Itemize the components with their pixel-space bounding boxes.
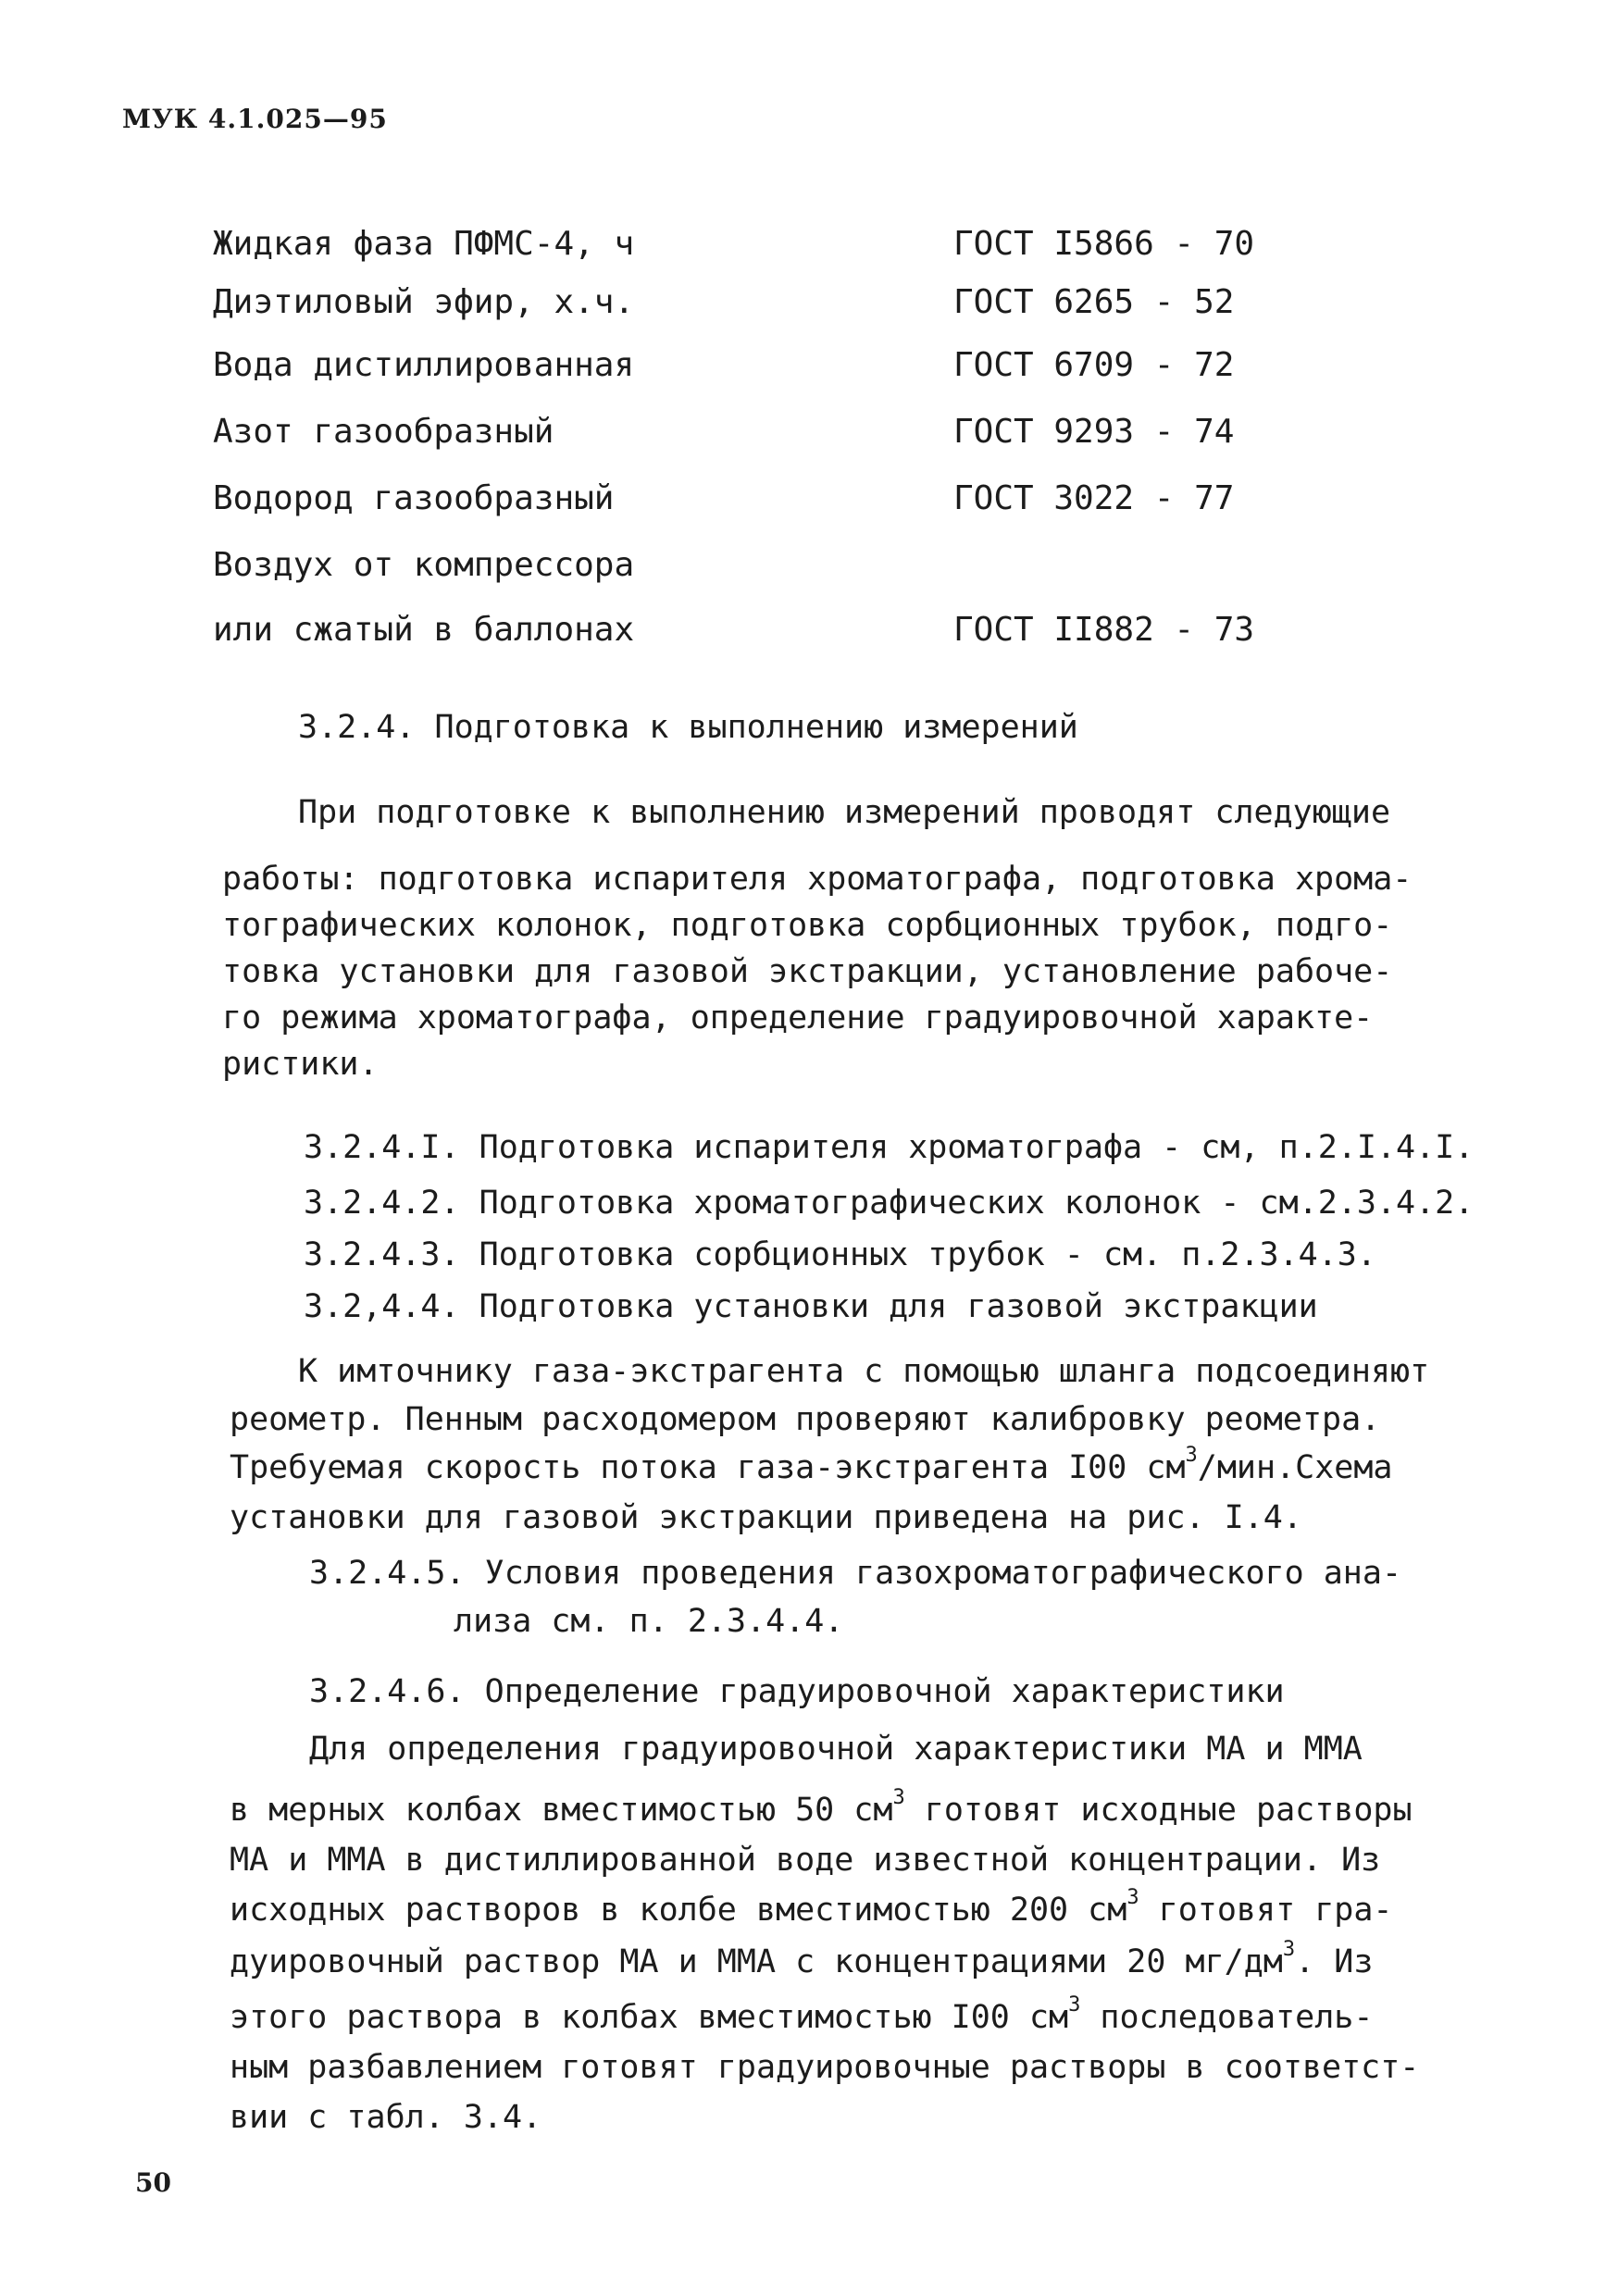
paragraph-line: При подготовке к выполнению измерений проводят следующие (298, 794, 1391, 831)
text-fragment: последователь- (1080, 1999, 1374, 2036)
text-fragment: готовят исходные растворы (904, 1792, 1413, 1829)
paragraph-line (230, 1938, 1374, 1980)
text-fragment: этого раствора в колбах вместимостью I00 см (230, 1999, 1069, 2036)
paragraph-line (230, 1993, 1374, 2036)
page-number: 50 (135, 2167, 171, 2198)
paragraph-line: реометр. Пенным расходомером проверяют калибровку реометра. (230, 1401, 1381, 1438)
paragraph-line: К имточнику газа-экстрагента с помощью шланга подсоединяют (298, 1353, 1430, 1390)
material-gost: ГОСТ 3022 - 77 (953, 479, 1235, 517)
material-name: или сжатый в баллонах (213, 611, 635, 649)
subsection-line: 3.2.4.5. Условия проведения газохроматографического ана- (309, 1555, 1402, 1592)
superscript: 3 (1126, 1886, 1139, 1909)
document-code-header: МУК 4.1.025—95 (122, 104, 388, 134)
paragraph-line: тографических колонок, подготовка сорбционных трубок, подго- (222, 907, 1393, 944)
subsection-line: 3.2.4.I. Подготовка испарителя хроматографа - см, п.2.I.4.I. (304, 1129, 1475, 1166)
material-name: Азот газообразный (213, 413, 554, 451)
paragraph-line: установки для газовой экстракции приведена на рис. I.4. (230, 1499, 1302, 1536)
subsection-heading: 3.2.4.6. Определение градуировочной характеристики (309, 1673, 1285, 1710)
subsection-line: лиза см. п. 2.3.4.4. (454, 1603, 844, 1640)
superscript: 3 (892, 1786, 905, 1809)
superscript: 3 (1185, 1444, 1198, 1467)
subsection-line: 3.2.4.3. Подготовка сорбционных трубок - см. п.2.3.4.3. (304, 1236, 1376, 1273)
paragraph-line (230, 1786, 1413, 1829)
paragraph-line: работы: подготовка испарителя хроматографа, подготовка хрома- (222, 861, 1413, 898)
paragraph-line (230, 1886, 1393, 1929)
material-name: Водород газообразный (213, 479, 615, 517)
paragraph-line (230, 1444, 1393, 1486)
subsection-line: 3.2,4.4. Подготовка установки для газовой экстракции (304, 1288, 1318, 1325)
paragraph-line: го режима хроматографа, определение градуировочной характе- (222, 999, 1374, 1036)
material-gost: ГОСТ II882 - 73 (953, 611, 1255, 649)
material-name: Диэтиловый эфир, х.ч. (213, 283, 635, 321)
text-fragment: Требуемая скорость потока газа-экстрагента I00 см (230, 1449, 1186, 1486)
superscript: 3 (1068, 1993, 1081, 2017)
material-gost: ГОСТ 9293 - 74 (953, 413, 1235, 451)
material-row (213, 413, 1324, 459)
text-fragment: исходных растворов в колбе вместимостью 200 см (230, 1892, 1127, 1929)
material-row (213, 225, 1324, 271)
paragraph-line: МА и ММА в дистиллированной воде известной концентрации. Из (230, 1842, 1381, 1879)
material-name: Вода дистиллированная (213, 346, 635, 384)
material-row (213, 346, 1324, 392)
paragraph-line: вии с табл. 3.4. (230, 2099, 542, 2136)
material-row (213, 283, 1324, 329)
material-name: Воздух от компрессора (213, 546, 635, 584)
paragraph-line: ным разбавлением готовят градуировочные растворы в соответст- (230, 2049, 1420, 2086)
superscript: 3 (1282, 1938, 1296, 1961)
paragraph-line: товка установки для газовой экстракции, установление рабоче- (222, 953, 1393, 990)
material-gost: ГОСТ 6265 - 52 (953, 283, 1235, 321)
section-heading: 3.2.4. Подготовка к выполнению измерений (298, 709, 1078, 746)
material-gost: ГОСТ I5866 - 70 (953, 225, 1255, 263)
material-name: Жидкая фаза ПФМС-4, ч (213, 225, 635, 263)
text-fragment: дуировочный раствор МА и ММА с концентрациями 20 мг/дм (230, 1943, 1283, 1980)
text-fragment: . Из (1295, 1943, 1374, 1980)
material-row (213, 546, 1324, 592)
material-row (213, 611, 1324, 657)
text-fragment: в мерных колбах вместимостью 50 см (230, 1792, 893, 1829)
material-gost: ГОСТ 6709 - 72 (953, 346, 1235, 384)
paragraph-line: ристики. (222, 1046, 379, 1083)
text-fragment: готовят гра- (1139, 1892, 1393, 1929)
text-fragment: /мин.Схема (1197, 1449, 1393, 1486)
material-row (213, 479, 1324, 526)
subsection-line: 3.2.4.2. Подготовка хроматографических колонок - см.2.3.4.2. (304, 1185, 1475, 1222)
paragraph-line: Для определения градуировочной характеристики МА и ММА (309, 1731, 1363, 1768)
